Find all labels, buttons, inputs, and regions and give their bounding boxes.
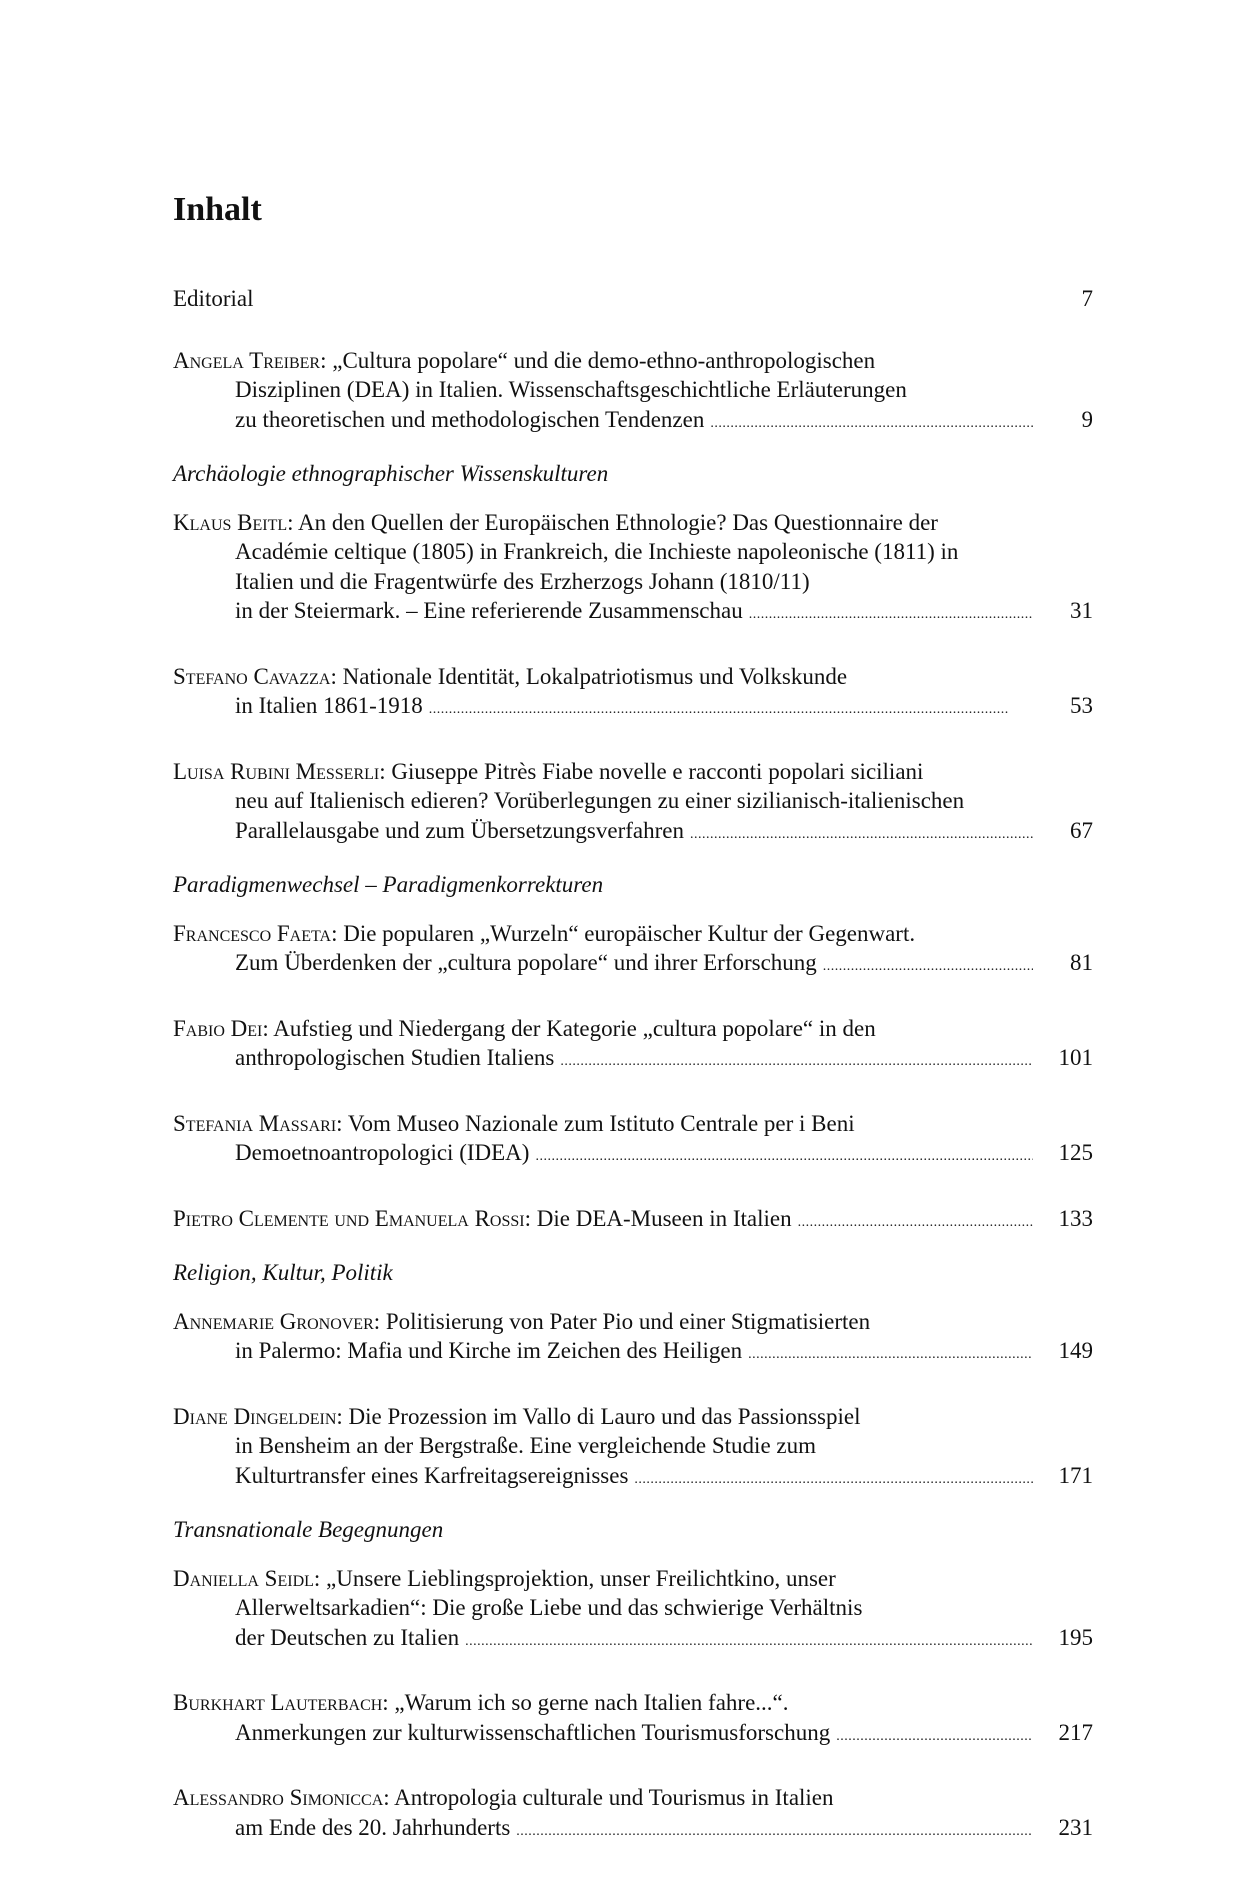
entry-line <box>173 816 1093 850</box>
entry-title-text: Académie celtique (1805) in Frankreich, die Inchieste napoleonische (1811) in <box>235 539 959 564</box>
entry-author: Stefano Cavazza <box>173 663 331 689</box>
entry-author: Burkhart Lauterbach <box>173 1690 383 1715</box>
dot-leader <box>535 1138 1033 1172</box>
page-number: 133 <box>1058 1205 1093 1231</box>
entry-line <box>173 948 1093 982</box>
toc-entry <box>173 1783 1093 1846</box>
entry-line <box>173 1718 1093 1752</box>
entry-line <box>173 537 1093 567</box>
entry-line <box>173 1014 1093 1044</box>
entry-author: Alessandro Simonicca <box>173 1785 384 1810</box>
entry-title-text: in der Steiermark. – Eine referierende Zusammenschau <box>235 598 743 623</box>
entry-line <box>173 1461 1093 1495</box>
entry-title-text: Demoetnoantropologici (IDEA) <box>235 1140 530 1165</box>
entry-author: Klaus Beitl <box>173 509 288 535</box>
entry-title-text: : Politisierung von Pater Pio und einer Stigmatisierten <box>373 1308 871 1334</box>
entry-line <box>173 1593 1093 1623</box>
entry-line <box>173 1204 1093 1238</box>
entry-title-text: neu auf Italienisch edieren? Vorüberlegungen zu einer sizilianisch-italienischen <box>235 788 965 813</box>
entry-title-text: Anmerkungen zur kulturwissenschaftlichen Tourismusforschung <box>235 1719 831 1745</box>
entry-line <box>173 1688 1093 1718</box>
entry-line <box>173 346 1093 376</box>
entry-title-text: am Ende des 20. Jahrhunderts <box>235 1814 511 1840</box>
section-heading: Paradigmenwechsel – Paradigmenkorrekturen <box>173 872 604 897</box>
entry-line <box>173 1402 1093 1432</box>
toc-entry <box>173 1109 1093 1172</box>
toc-entry <box>173 346 1093 439</box>
toc-entry <box>173 919 1093 982</box>
entry-title-text: : „Cultura popolare“ und die demo-ethno-anthropologischen <box>320 347 876 373</box>
table-of-contents <box>173 284 1093 1846</box>
entry-author: Daniella Seidl <box>173 1565 314 1591</box>
entry-line <box>173 567 1093 597</box>
toc-entry <box>173 1688 1093 1751</box>
entry-title-text: : Die Prozession im Vallo di Lauro und das Passionsspiel <box>336 1403 861 1429</box>
entry-title-text: zu theoretischen und methodologischen Tendenzen <box>235 406 705 432</box>
page-number: 31 <box>1070 598 1093 623</box>
entry-title-text: Zum Überdenken der „cultura popolare“ und ihrer Erforschung <box>235 950 817 975</box>
entry-title-text: : An den Quellen der Europäischen Ethnologie? Das Questionnaire der <box>287 509 938 535</box>
page-number: 125 <box>1058 1140 1093 1165</box>
entry-line <box>173 757 1093 787</box>
dot-leader <box>429 691 1033 725</box>
dot-leader <box>836 1718 1033 1752</box>
entry-author: Luisa Rubini Messerli <box>173 758 380 784</box>
page-number: 67 <box>1070 817 1093 843</box>
entry-author: Diane Dingeldein <box>173 1403 337 1429</box>
dot-leader <box>748 1336 1033 1370</box>
dot-leader <box>823 948 1033 982</box>
entry-title-text: anthropologischen Studien Italiens <box>235 1045 555 1070</box>
dot-leader <box>710 405 1033 439</box>
entry-title-text: : Die DEA-Museen in Italien <box>524 1205 792 1231</box>
page-number: 171 <box>1058 1462 1093 1488</box>
entry-line <box>173 1336 1093 1370</box>
entry-author: Stefania Massari <box>173 1110 337 1136</box>
entry-title-text: : Vom Museo Nazionale zum Istituto Centrale per i Beni <box>336 1110 855 1136</box>
entry-line <box>173 786 1093 816</box>
entry-title-text: : Antropologia culturale und Tourismus in Italien <box>383 1785 834 1810</box>
entry-title-text: Disziplinen (DEA) in Italien. Wissenschaftsgeschichtliche Erläuterungen <box>235 377 907 402</box>
toc-entry <box>173 1307 1093 1370</box>
entry-author: Annemarie Gronover <box>173 1308 374 1334</box>
entry-title-text: : Nationale Identität, Lokalpatriotismus und Volkskunde <box>330 663 848 689</box>
entry-line <box>173 284 1093 314</box>
page-number: 231 <box>1058 1814 1093 1840</box>
entry-title-text: in Bensheim an der Bergstraße. Eine vergleichende Studie zum <box>235 1433 817 1458</box>
entry-title-text: Kulturtransfer eines Karfreitagsereignisses <box>235 1462 629 1488</box>
page-number: 149 <box>1058 1338 1093 1363</box>
entry-author: Pietro Clemente und Emanuela Rossi <box>173 1205 525 1231</box>
entry-author: Francesco Faeta <box>173 920 332 946</box>
entry-line <box>173 405 1093 439</box>
dot-leader <box>516 1813 1033 1847</box>
entry-title-text: Allerweltsarkadien“: Die große Liebe und das schwierige Verhältnis <box>235 1595 863 1620</box>
toc-entry <box>173 1564 1093 1657</box>
toc-entry <box>173 508 1093 630</box>
entry-line <box>173 1138 1093 1172</box>
entry-line <box>173 1623 1093 1657</box>
page-number: 7 <box>1081 286 1093 311</box>
page-number: 217 <box>1058 1719 1093 1745</box>
entry-line <box>173 1813 1093 1847</box>
entry-title-text: : Giuseppe Pitrès Fiabe novelle e racconti popolari siciliani <box>379 758 924 784</box>
entry-line <box>173 508 1093 538</box>
entry-author: Angela Treiber <box>173 347 321 373</box>
entry-line <box>173 1109 1093 1139</box>
entry-line <box>173 919 1093 949</box>
page-number: 9 <box>1081 406 1093 432</box>
section-heading: Religion, Kultur, Politik <box>173 1260 393 1285</box>
dot-leader <box>634 1461 1033 1495</box>
entry-line <box>173 691 1093 725</box>
page-number: 53 <box>1070 693 1093 718</box>
entry-title-text: in Italien 1861-1918 <box>235 693 423 718</box>
section-heading: Transnationale Begegnungen <box>173 1517 444 1542</box>
page-title: Inhalt <box>173 191 262 228</box>
entry-title-text: : „Unsere Lieblingsprojektion, unser Freilichtkino, unser <box>313 1565 836 1591</box>
page-number: 195 <box>1058 1624 1093 1650</box>
entry-line <box>173 375 1093 405</box>
entry-title-text: der Deutschen zu Italien <box>235 1624 460 1650</box>
toc-entry <box>173 1014 1093 1077</box>
page-number: 81 <box>1070 950 1093 975</box>
page-number: 101 <box>1058 1045 1093 1070</box>
entry-author: Fabio Dei <box>173 1015 263 1041</box>
entry-line <box>173 1564 1093 1594</box>
entry-line <box>173 1307 1093 1337</box>
toc-entry <box>173 1402 1093 1495</box>
dot-leader <box>465 1623 1033 1657</box>
entry-title-text: : „Warum ich so gerne nach Italien fahre...“. <box>382 1690 789 1715</box>
dot-leader <box>749 596 1033 630</box>
entry-title-text: : Die popularen „Wurzeln“ europäischer Kultur der Gegenwart. <box>331 920 916 946</box>
entry-line <box>173 1043 1093 1077</box>
toc-entry <box>173 757 1093 850</box>
entry-title-text: Italien und die Fragentwürfe des Erzherzogs Johann (1810/11) <box>235 568 810 594</box>
dot-leader <box>690 816 1033 850</box>
toc-entry <box>173 284 1093 314</box>
dot-leader <box>560 1043 1033 1077</box>
entry-title-text: Parallelausgabe und zum Übersetzungsverfahren <box>235 817 684 843</box>
entry-line <box>173 1431 1093 1461</box>
toc-entry <box>173 662 1093 725</box>
entry-title-text: Editorial <box>173 286 254 311</box>
entry-line <box>173 596 1093 630</box>
entry-title-text: : Aufstieg und Niedergang der Kategorie „cultura popolare“ in den <box>262 1015 876 1041</box>
dot-leader <box>798 1204 1033 1238</box>
section-heading: Archäologie ethnographischer Wissenskulturen <box>173 461 609 486</box>
entry-line <box>173 1783 1093 1813</box>
entry-title-text: in Palermo: Mafia und Kirche im Zeichen des Heiligen <box>235 1338 743 1363</box>
entry-line <box>173 662 1093 692</box>
toc-entry <box>173 1204 1093 1238</box>
